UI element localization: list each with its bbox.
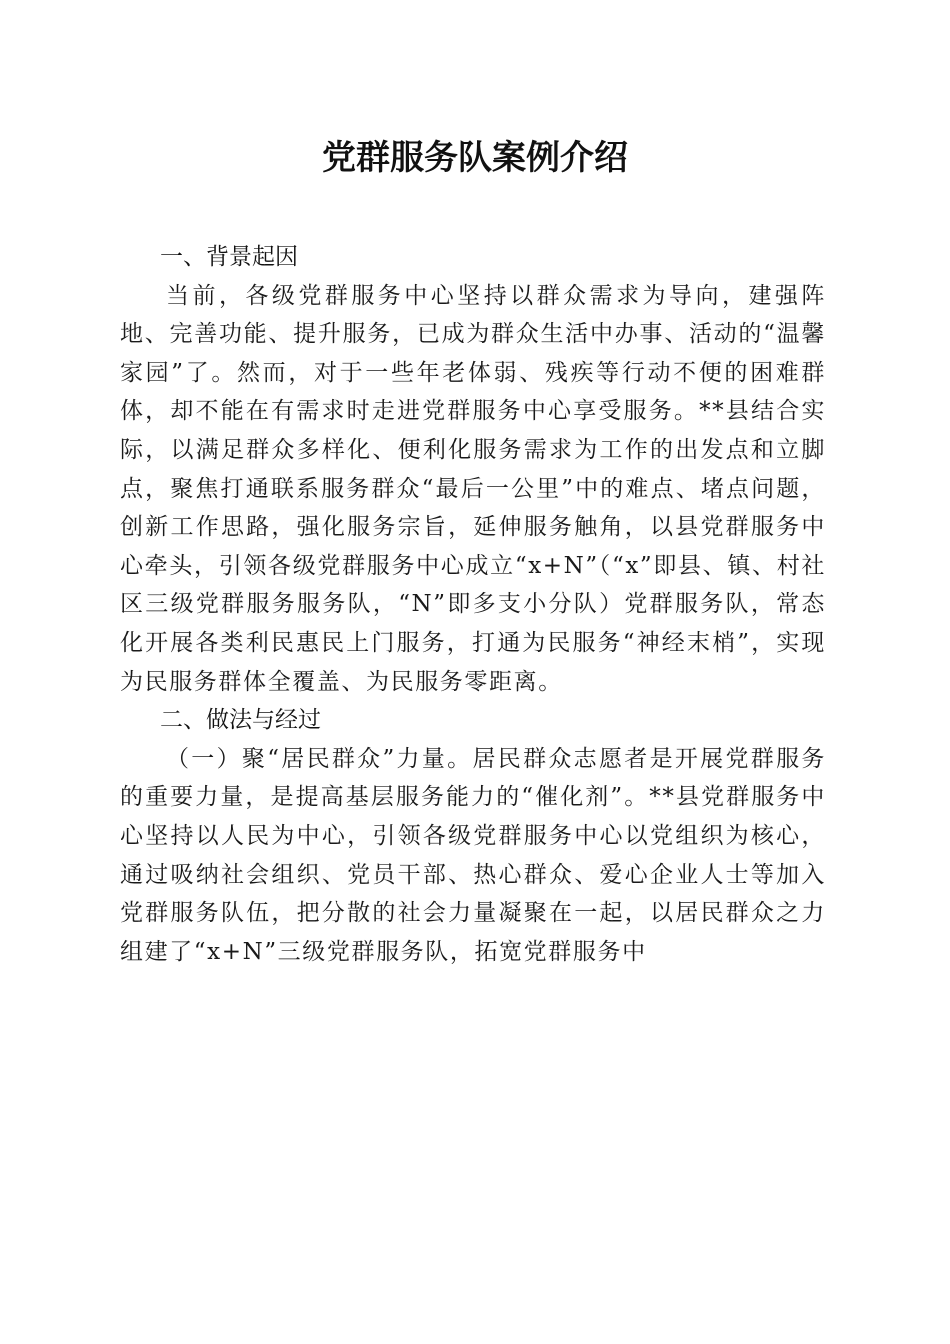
section-heading-background: 一、背景起因	[160, 244, 298, 270]
section-heading-practice: 二、做法与经过	[160, 707, 321, 734]
section-paragraph-background: 当前，各级党群服务中心坚持以群众需求为导向，建强阵地、完善功能、提升服务，已成为群众生活中办事、活动的“温馨家园”了。然而，对于一些年老体弱、残疾等行动不便的困难群体，却不能在有需求时走进党群服务中心享受服务。**县结合实际，以满足群众多样化、便利化服务需求为工作的出发点和立脚点，聚焦打通联系服务群众“最后一公里”中的难点、堵点问题，创新工作思路，强化服务宗旨，延伸服务触角，以县党群服务中心牵头，引领各级党群服务中心成立“x+N”（“x”即县、镇、村社区三级党群服务服务队，“N”即多支小分队）党群服务队，常态化开展各类利民惠民上门服务，打通为民服务“神经末梢”，实现为民服务群体全覆盖、为民服务零距离。	[120, 282, 826, 695]
document-title: 党群服务队案例介绍	[322, 138, 628, 178]
document-body	[120, 238, 826, 971]
section-paragraph-practice: （一）聚“居民群众”力量。居民群众志愿者是开展党群服务的重要力量，是提高基层服务能力的“催化剂”。**县党群服务中心坚持以人民为中心，引领各级党群服务中心以党组织为核心，通过吸纳社会组织、党员干部、热心群众、爱心企业人士等加入党群服务队伍，把分散的社会力量凝聚在一起，以居民群众之力组建了“x+N”三级党群服务队，拓宽党群服务中	[120, 745, 826, 965]
